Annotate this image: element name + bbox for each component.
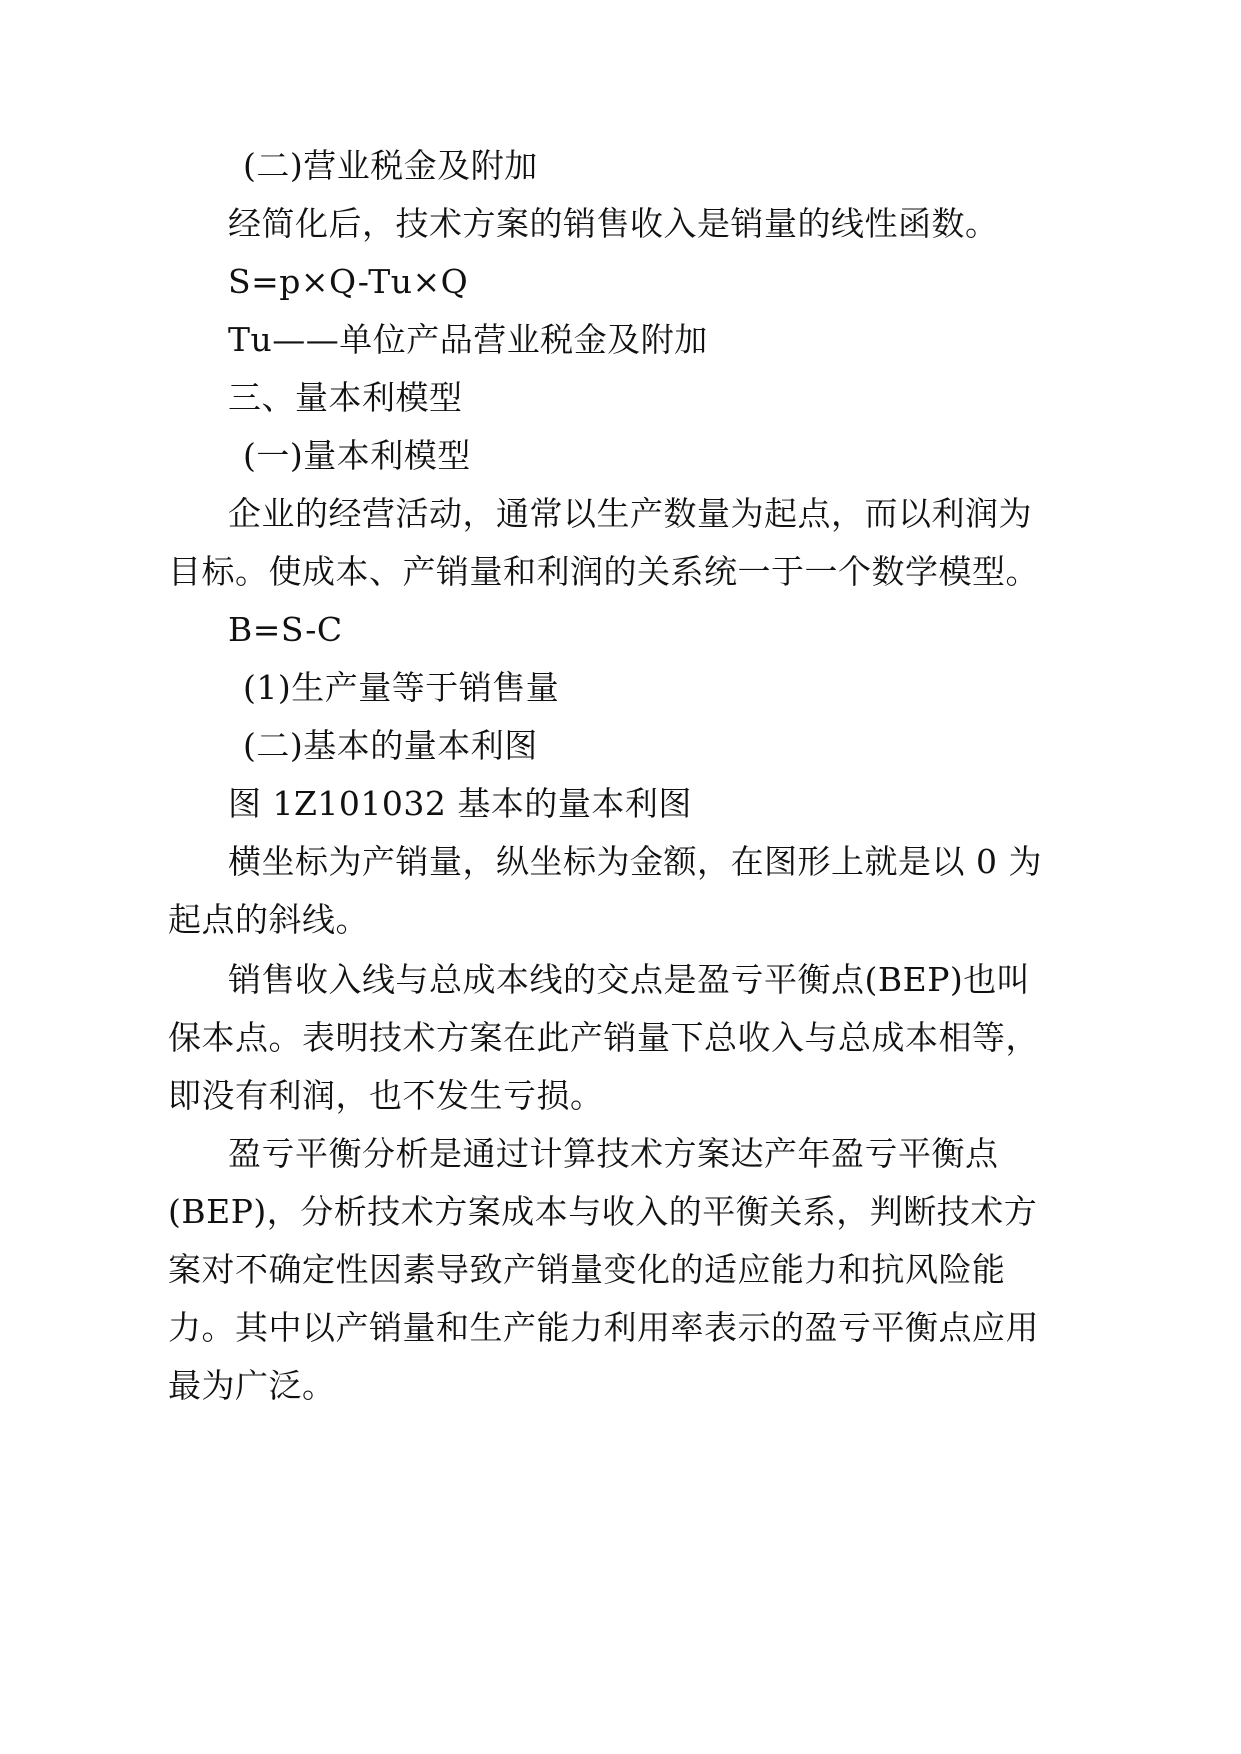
subheading-cvp-model: (一)量本利模型 (243, 436, 471, 475)
paragraph-line: 最为广泛。 (168, 1366, 336, 1405)
formula-definition: Tu——单位产品营业税金及附加 (228, 320, 708, 359)
paragraph-line: 即没有利润，也不发生亏损。 (168, 1076, 604, 1115)
paragraph-line: 起点的斜线。 (168, 900, 369, 939)
figure-caption: 图 1Z101032 基本的量本利图 (228, 784, 692, 823)
paragraph-line: 企业的经营活动，通常以生产数量为起点，而以利润为 (228, 494, 1032, 533)
paragraph-line: (BEP)，分析技术方案成本与收入的平衡关系，判断技术方 (168, 1192, 1038, 1231)
assumption-item: (1)生产量等于销售量 (243, 668, 560, 707)
paragraph-line: 盈亏平衡分析是通过计算技术方案达产年盈亏平衡点 (228, 1134, 999, 1173)
paragraph-line: 横坐标为产销量，纵坐标为金额，在图形上就是以 0 为 (228, 842, 1042, 881)
paragraph-line: 销售收入线与总成本线的交点是盈亏平衡点(BEP)也叫 (228, 960, 1031, 999)
paragraph-line: 保本点。表明技术方案在此产销量下总收入与总成本相等， (168, 1018, 1039, 1057)
section-heading: 三、量本利模型 (228, 378, 463, 417)
paragraph-line: 目标。使成本、产销量和利润的关系统一于一个数学模型。 (168, 552, 1039, 591)
paragraph-line: 经简化后，技术方案的销售收入是销量的线性函数。 (228, 204, 999, 243)
subheading-basic-chart: (二)基本的量本利图 (243, 726, 538, 765)
subheading-business-tax: (二)营业税金及附加 (243, 146, 538, 185)
formula-profit: B=S-C (228, 610, 343, 649)
paragraph-line: 案对不确定性因素导致产销量变化的适应能力和抗风险能 (168, 1250, 1006, 1289)
formula-sales-revenue: S=p×Q-Tu×Q (228, 262, 469, 301)
paragraph-line: 力。其中以产销量和生产能力利用率表示的盈亏平衡点应用 (168, 1308, 1039, 1347)
